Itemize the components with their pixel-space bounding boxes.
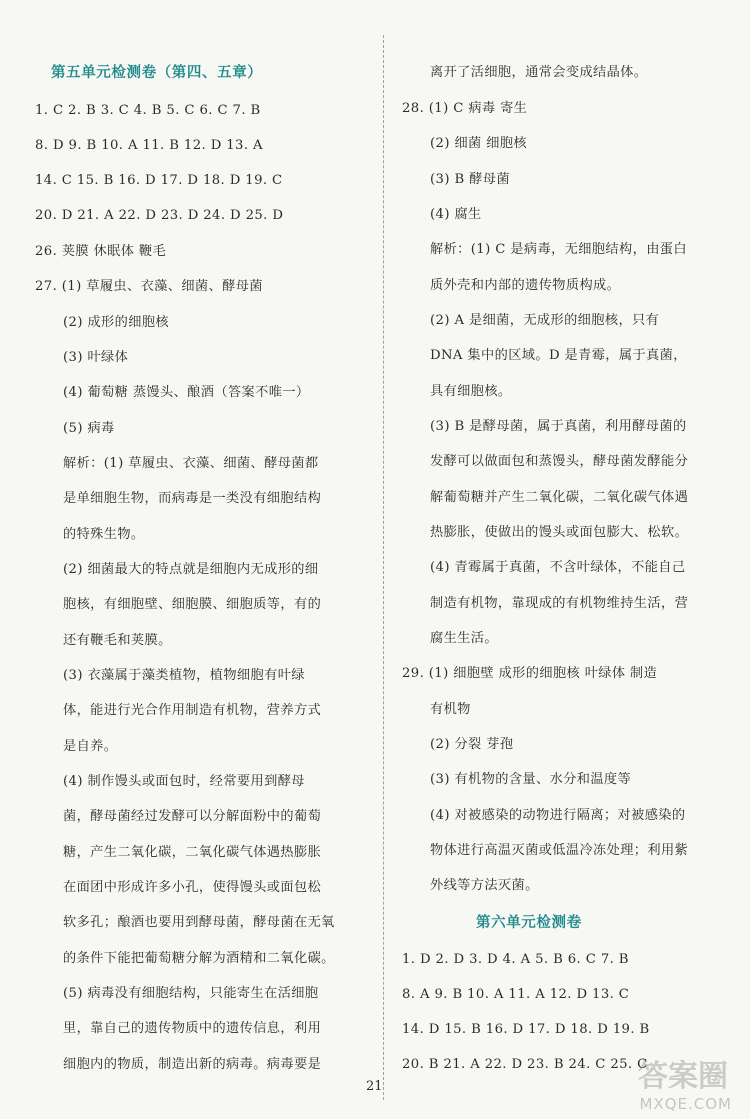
analysis-line: 的特殊生物。 [63, 527, 145, 542]
analysis-line: 具有细胞核。 [430, 384, 512, 399]
analysis-line: 解析：(1) 草履虫、衣藻、细菌、酵母菌都 [63, 456, 319, 471]
watermark-url: MXQE.COM [639, 1095, 732, 1113]
answer-line: 8. A 9. B 10. A 11. A 12. D 13. C [402, 987, 630, 1002]
analysis-line: 质外壳和内部的遗传物质构成。 [430, 278, 621, 293]
unit6-heading: 第六单元检测卷 [476, 914, 582, 931]
answer-line: 1. C 2. B 3. C 4. B 5. C 6. C 7. B [35, 103, 261, 118]
analysis-line: DNA 集中的区域。D 是青霉，属于真菌， [430, 348, 687, 363]
answer-line: 1. D 2. D 3. D 4. A 5. B 6. C 7. B [402, 952, 629, 967]
answer-line: 27. (1) 草履虫、衣藻、细菌、酵母菌 [35, 279, 263, 294]
answer-line: (2) 成形的细胞核 [63, 315, 169, 330]
answer-line: 28. (1) C 病毒 寄生 [402, 101, 528, 116]
answer-line: (4) 腐生 [430, 207, 482, 222]
analysis-line: 细胞内的物质，制造出新的病毒。病毒要是 [63, 1057, 322, 1072]
answer-line: 有机物 [430, 702, 471, 717]
analysis-line: (5) 病毒没有细胞结构，只能寄生在活细胞 [63, 986, 319, 1001]
analysis-line: (2) 细菌最大的特点就是细胞内无成形的细 [63, 562, 319, 577]
analysis-line: 是自养。 [63, 739, 118, 754]
analysis-line: 解葡萄糖并产生二氧化碳，二氧化碳气体遇 [430, 490, 689, 505]
page-number: 21 [366, 1079, 383, 1094]
answer-line: 物体进行高温灭菌或低温冷冻处理；利用紫 [430, 843, 689, 858]
analysis-line: 胞核，有细胞壁、细胞膜、细胞质等，有的 [63, 597, 322, 612]
answer-line: (3) B 酵母菌 [430, 172, 510, 187]
analysis-line: 制造有机物，靠现成的有机物维持生活，营 [430, 596, 689, 611]
analysis-line: 菌，酵母菌经过发酵可以分解面粉中的葡萄 [63, 809, 322, 824]
analysis-line: 还有鞭毛和荚膜。 [63, 633, 172, 648]
answer-line: (3) 叶绿体 [63, 350, 129, 365]
answer-line: (4) 葡萄糖 蒸馒头、酿酒（答案不唯一） [63, 385, 310, 400]
analysis-line: 解析：(1) C 是病毒，无细胞结构，由蛋白 [430, 242, 687, 257]
answer-line: (5) 病毒 [63, 421, 115, 436]
answer-line: (2) 细菌 细胞核 [430, 136, 528, 151]
analysis-line: (4) 制作馒头或面包时，经常要用到酵母 [63, 774, 305, 789]
answer-line: 14. C 15. B 16. D 17. D 18. D 19. C [35, 173, 283, 188]
analysis-line: (4) 青霉属于真菌，不含叶绿体，不能自己 [430, 560, 686, 575]
analysis-line: (2) A 是细菌，无成形的细胞核，只有 [430, 313, 660, 328]
analysis-line: 里，靠自己的遗传物质中的遗传信息，利用 [63, 1021, 322, 1036]
analysis-line: 腐生生活。 [430, 631, 498, 646]
answer-line: 26. 荚膜 休眠体 鞭毛 [35, 244, 167, 259]
answer-line: 20. D 21. A 22. D 23. D 24. D 25. D [35, 208, 284, 223]
answer-line: 8. D 9. B 10. A 11. B 12. D 13. A [35, 138, 263, 153]
analysis-line: 发酵可以做面包和蒸馒头，酵母菌发酵能分 [430, 454, 689, 469]
analysis-line: 是单细胞生物，而病毒是一类没有细胞结构 [63, 491, 322, 506]
column-divider [383, 35, 384, 1100]
answer-line: (3) 有机物的含量、水分和温度等 [430, 772, 632, 787]
analysis-line: (3) B 是酵母菌，属于真菌，利用酵母菌的 [430, 419, 687, 434]
watermark-logo: 答案圈 [638, 1059, 728, 1094]
answer-line: 20. B 21. A 22. D 23. B 24. C 25. C [402, 1057, 648, 1072]
answer-line: (2) 分裂 芽孢 [430, 737, 514, 752]
watermark [597, 1051, 732, 1113]
answer-line: 29. (1) 细胞壁 成形的细胞核 叶绿体 制造 [402, 666, 658, 681]
analysis-line: 软多孔；酿酒也要用到酵母菌，酵母菌在无氧 [63, 915, 335, 930]
analysis-line: 在面团中形成许多小孔，使得馒头或面包松 [63, 880, 322, 895]
answer-line: 外线等方法灭菌。 [430, 878, 539, 893]
unit5-heading: 第五单元检测卷（第四、五章） [51, 64, 263, 81]
analysis-line: 热膨胀，使做出的馒头或面包膨大、松软。 [430, 525, 689, 540]
analysis-line: 离开了活细胞，通常会变成结晶体。 [430, 65, 648, 80]
analysis-line: 糖，产生二氧化碳，二氧化碳气体遇热膨胀 [63, 845, 322, 860]
answer-line: (4) 对被感染的动物进行隔离；对被感染的 [430, 808, 686, 823]
answer-line: 14. D 15. B 16. D 17. D 18. D 19. B [402, 1022, 650, 1037]
analysis-line: 的条件下能把葡萄糖分解为酒精和二氧化碳。 [63, 951, 335, 966]
analysis-line: 体，能进行光合作用制造有机物，营养方式 [63, 703, 322, 718]
analysis-line: (3) 衣藻属于藻类植物，植物细胞有叶绿 [63, 668, 305, 683]
